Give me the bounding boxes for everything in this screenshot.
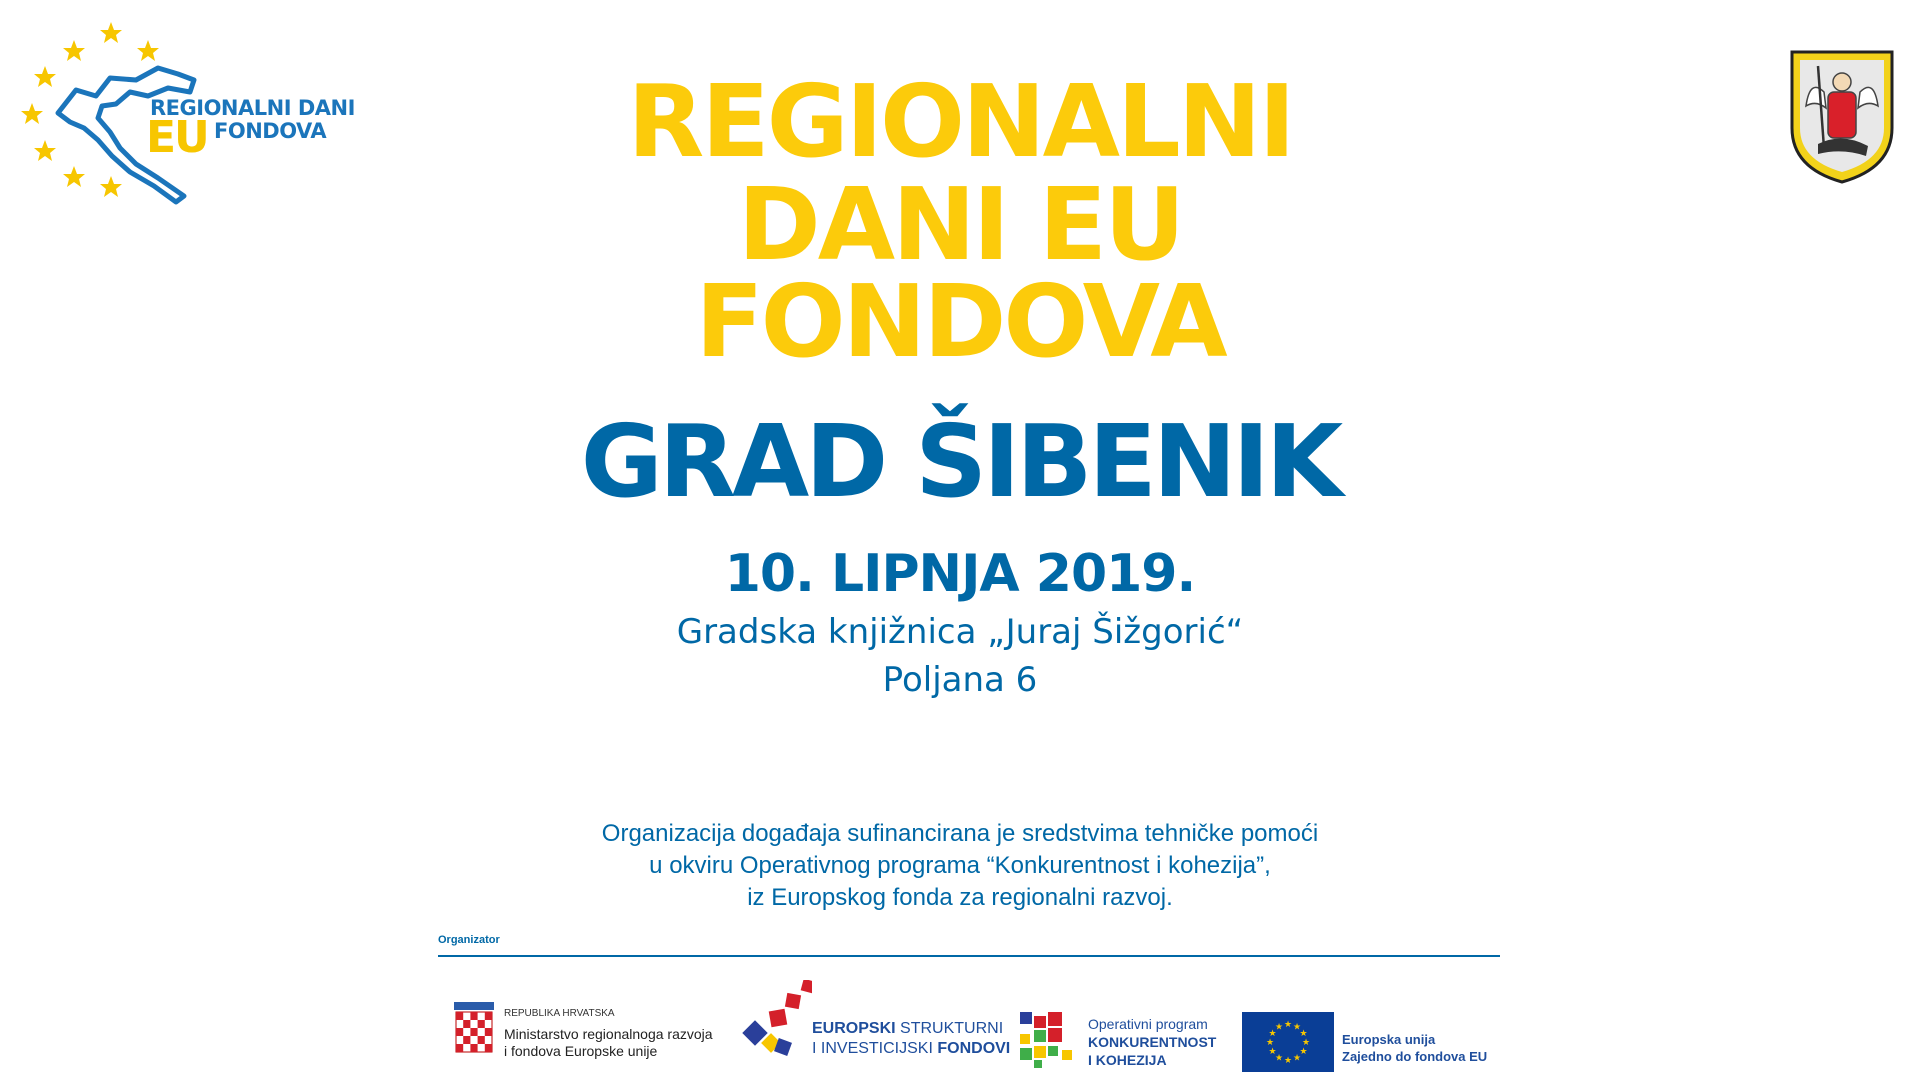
coat-of-arms-icon xyxy=(1788,48,1896,186)
event-address: Poljana 6 xyxy=(882,660,1038,700)
esi-line-2 xyxy=(812,1040,1010,1058)
eu-line-1: Europska unija xyxy=(1342,1032,1436,1047)
title-line-3: FONDOVA xyxy=(695,263,1225,380)
funding-note-line-3: iz Europskog fonda za regionalni razvoj. xyxy=(747,884,1173,911)
svg-text:★: ★ xyxy=(1283,1020,1293,1030)
title-line-2: DANI EU xyxy=(737,166,1183,283)
logo-eu: EU xyxy=(146,112,208,163)
ministry-name-line-2: i fondova Europske unije xyxy=(504,1043,658,1059)
star-icon xyxy=(34,140,56,161)
eu-logo xyxy=(1242,1012,1502,1074)
esi-line-2-bold: FONDOVI xyxy=(937,1040,1011,1057)
svg-text:★: ★ xyxy=(1283,1056,1293,1066)
ministry-name-line-1: Ministarstvo regionalnoga razvoja xyxy=(504,1026,713,1042)
eu-line-2: Zajedno do fondova EU xyxy=(1342,1049,1488,1064)
op-line-3: I KOHEZIJA xyxy=(1088,1052,1167,1068)
title-line-1: REGIONALNI xyxy=(627,63,1293,180)
ministry-country: REPUBLIKA HRVATSKA xyxy=(504,1008,615,1019)
op-line-2: KONKURENTNOST xyxy=(1088,1034,1217,1050)
star-icon xyxy=(21,103,43,124)
esi-line-2-rest: I INVESTICIJSKI xyxy=(812,1040,938,1057)
esi-funds-logo xyxy=(740,980,1010,1060)
logo-line-1: REGIONALNI DANI xyxy=(150,96,355,120)
svg-text:★: ★ xyxy=(1274,1022,1284,1033)
esi-squares-icon xyxy=(740,980,812,1060)
event-venue: Gradska knjižnica „Juraj Šižgorić“ xyxy=(676,612,1244,652)
regionalni-dani-logo xyxy=(18,18,358,218)
svg-text:★: ★ xyxy=(1292,1022,1302,1033)
svg-text:★: ★ xyxy=(1268,1047,1277,1057)
star-icon xyxy=(63,166,85,187)
funding-note xyxy=(460,818,1460,914)
organizer-label: Organizator xyxy=(438,934,500,946)
star-icon xyxy=(63,40,85,61)
op-squares-icon xyxy=(1020,1012,1076,1068)
funding-note-line-2: u okviru Operativnog programa “Konkurentnost i kohezija”, xyxy=(649,852,1271,879)
svg-text:★: ★ xyxy=(1265,1038,1275,1048)
divider xyxy=(438,955,1500,957)
op-line-1: Operativni program xyxy=(1088,1016,1208,1032)
star-icon xyxy=(34,66,56,87)
logo-fondova: FONDOVA xyxy=(214,119,327,143)
funding-note-line-1: Organizacija događaja sufinancirana je sredstvima tehničke pomoći xyxy=(601,820,1319,847)
esi-line-1 xyxy=(812,1020,1003,1038)
svg-text:★: ★ xyxy=(1274,1053,1284,1064)
svg-text:★: ★ xyxy=(1292,1053,1302,1064)
op-logo xyxy=(1020,1012,1250,1072)
star-icon xyxy=(100,176,122,197)
event-date: 10. LIPNJA 2019. xyxy=(724,544,1196,604)
svg-text:★: ★ xyxy=(1301,1038,1311,1048)
eu-flag-icon xyxy=(1242,1012,1334,1072)
city-title: GRAD ŠIBENIK xyxy=(580,403,1340,520)
svg-text:★: ★ xyxy=(1299,1047,1308,1057)
svg-text:★: ★ xyxy=(1268,1029,1277,1039)
ministry-name xyxy=(504,1026,713,1060)
ministry-logo xyxy=(452,1002,732,1062)
svg-text:★: ★ xyxy=(1299,1029,1308,1039)
star-icon xyxy=(137,40,159,61)
star-icon xyxy=(100,22,122,43)
esi-line-1-rest: STRUKTURNI xyxy=(895,1020,1004,1037)
croatian-checkerboard-icon xyxy=(452,1002,496,1058)
esi-line-1-bold: EUROPSKI xyxy=(812,1020,896,1037)
